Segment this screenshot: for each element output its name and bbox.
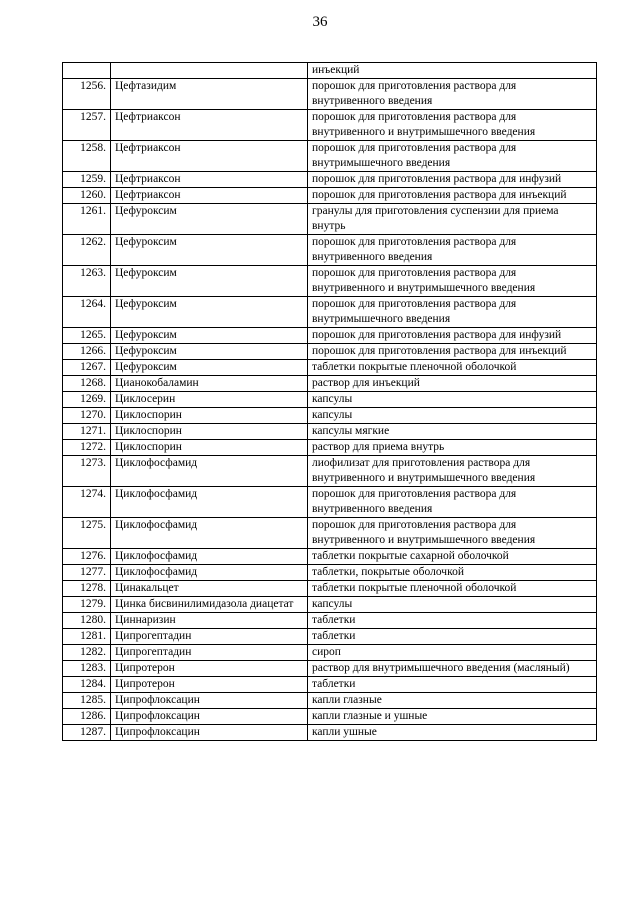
table-row	[63, 204, 597, 235]
row-number-cell: 1269.	[63, 392, 111, 408]
drug-name-cell: Ципрофлоксацин	[111, 709, 308, 725]
drug-name-cell: Циклофосфамид	[111, 456, 308, 487]
dosage-form-cell: таблетки	[308, 677, 597, 693]
table-row	[63, 725, 597, 741]
row-number-cell: 1285.	[63, 693, 111, 709]
dosage-form-cell: таблетки покрытые пленочной оболочкой	[308, 581, 597, 597]
dosage-form-cell: капсулы	[308, 392, 597, 408]
drug-name-cell: Ципрогептадин	[111, 645, 308, 661]
drug-name-cell: Циклоспорин	[111, 408, 308, 424]
drug-name-cell: Циклофосфамид	[111, 549, 308, 565]
table-row	[63, 63, 597, 79]
row-number-cell: 1276.	[63, 549, 111, 565]
drug-name-cell: Циклофосфамид	[111, 565, 308, 581]
drug-name-cell: Цефуроксим	[111, 360, 308, 376]
drug-table	[62, 62, 597, 741]
table-row	[63, 235, 597, 266]
table-row	[63, 613, 597, 629]
drug-name-cell: Цефтриаксон	[111, 110, 308, 141]
drug-name-cell: Цианокобаламин	[111, 376, 308, 392]
row-number-cell: 1263.	[63, 266, 111, 297]
row-number-cell: 1260.	[63, 188, 111, 204]
dosage-form-cell: капсулы	[308, 408, 597, 424]
drug-name-cell: Циклофосфамид	[111, 487, 308, 518]
table-row	[63, 518, 597, 549]
dosage-form-cell: порошок для приготовления раствора для внутривенного и внутримышечного введения	[308, 518, 597, 549]
dosage-form-cell: таблетки	[308, 629, 597, 645]
dosage-form-cell: раствор для инъекций	[308, 376, 597, 392]
dosage-form-cell: таблетки, покрытые оболочкой	[308, 565, 597, 581]
row-number-cell: 1270.	[63, 408, 111, 424]
drug-name-cell: Цинка бисвинилимидазола диацетат	[111, 597, 308, 613]
drug-name-cell: Ципрофлоксацин	[111, 725, 308, 741]
dosage-form-cell: таблетки	[308, 613, 597, 629]
row-number-cell: 1275.	[63, 518, 111, 549]
drug-name-cell: Циклосерин	[111, 392, 308, 408]
table-body	[63, 63, 597, 741]
row-number-cell: 1282.	[63, 645, 111, 661]
table-row	[63, 297, 597, 328]
dosage-form-cell: капли ушные	[308, 725, 597, 741]
row-number-cell: 1256.	[63, 79, 111, 110]
row-number-cell: 1281.	[63, 629, 111, 645]
row-number-cell: 1257.	[63, 110, 111, 141]
table-row	[63, 693, 597, 709]
dosage-form-cell: лиофилизат для приготовления раствора для внутривенного и внутримышечного введения	[308, 456, 597, 487]
table-row	[63, 376, 597, 392]
dosage-form-cell: порошок для приготовления раствора для инъекций	[308, 344, 597, 360]
table-row	[63, 188, 597, 204]
row-number-cell: 1279.	[63, 597, 111, 613]
table-row	[63, 581, 597, 597]
dosage-form-cell: порошок для приготовления раствора для внутривенного и внутримышечного введения	[308, 110, 597, 141]
row-number-cell: 1280.	[63, 613, 111, 629]
table-row	[63, 597, 597, 613]
row-number-cell: 1287.	[63, 725, 111, 741]
row-number-cell: 1271.	[63, 424, 111, 440]
table-row	[63, 110, 597, 141]
dosage-form-cell: порошок для приготовления раствора для инъекций	[308, 188, 597, 204]
dosage-form-cell: раствор для внутримышечного введения (масляный)	[308, 661, 597, 677]
drug-name-cell: Цефуроксим	[111, 297, 308, 328]
row-number-cell: 1267.	[63, 360, 111, 376]
table-row	[63, 565, 597, 581]
table-row	[63, 629, 597, 645]
dosage-form-cell: порошок для приготовления раствора для внутривенного введения	[308, 79, 597, 110]
drug-name-cell: Ципрогептадин	[111, 629, 308, 645]
table-row	[63, 328, 597, 344]
row-number-cell: 1264.	[63, 297, 111, 328]
table-row	[63, 392, 597, 408]
drug-name-cell: Цефуроксим	[111, 204, 308, 235]
dosage-form-cell: капли глазные и ушные	[308, 709, 597, 725]
dosage-form-cell: порошок для приготовления раствора для инфузий	[308, 172, 597, 188]
row-number-cell: 1277.	[63, 565, 111, 581]
dosage-form-cell: порошок для приготовления раствора для инфузий	[308, 328, 597, 344]
row-number-cell: 1261.	[63, 204, 111, 235]
table-row	[63, 487, 597, 518]
dosage-form-cell: сироп	[308, 645, 597, 661]
drug-name-cell: Циклоспорин	[111, 424, 308, 440]
drug-name-cell: Цефуроксим	[111, 266, 308, 297]
table-row	[63, 424, 597, 440]
dosage-form-cell: порошок для приготовления раствора для внутривенного введения	[308, 487, 597, 518]
row-number-cell: 1259.	[63, 172, 111, 188]
row-number-cell: 1265.	[63, 328, 111, 344]
dosage-form-cell: порошок для приготовления раствора для внутримышечного введения	[308, 141, 597, 172]
drug-name-cell	[111, 63, 308, 79]
row-number-cell	[63, 63, 111, 79]
table-row	[63, 172, 597, 188]
table-row	[63, 661, 597, 677]
table-row	[63, 549, 597, 565]
dosage-form-cell: таблетки покрытые пленочной оболочкой	[308, 360, 597, 376]
row-number-cell: 1273.	[63, 456, 111, 487]
row-number-cell: 1268.	[63, 376, 111, 392]
dosage-form-cell: порошок для приготовления раствора для внутримышечного введения	[308, 297, 597, 328]
drug-name-cell: Цефтриаксон	[111, 188, 308, 204]
row-number-cell: 1262.	[63, 235, 111, 266]
dosage-form-cell: капсулы мягкие	[308, 424, 597, 440]
drug-name-cell: Цефтриаксон	[111, 141, 308, 172]
table-row	[63, 360, 597, 376]
drug-name-cell: Цефуроксим	[111, 328, 308, 344]
table-row	[63, 456, 597, 487]
drug-name-cell: Ципротерон	[111, 677, 308, 693]
dosage-form-cell: порошок для приготовления раствора для внутривенного и внутримышечного введения	[308, 266, 597, 297]
dosage-form-cell: гранулы для приготовления суспензии для приема внутрь	[308, 204, 597, 235]
drug-name-cell: Цинакальцет	[111, 581, 308, 597]
table-row	[63, 677, 597, 693]
table-row	[63, 141, 597, 172]
drug-name-cell: Циклофосфамид	[111, 518, 308, 549]
row-number-cell: 1283.	[63, 661, 111, 677]
row-number-cell: 1258.	[63, 141, 111, 172]
row-number-cell: 1284.	[63, 677, 111, 693]
dosage-form-cell: порошок для приготовления раствора для внутривенного введения	[308, 235, 597, 266]
table-row	[63, 709, 597, 725]
table-row	[63, 408, 597, 424]
drug-name-cell: Цефуроксим	[111, 344, 308, 360]
row-number-cell: 1286.	[63, 709, 111, 725]
dosage-form-cell: капли глазные	[308, 693, 597, 709]
drug-name-cell: Циннаризин	[111, 613, 308, 629]
drug-name-cell: Ципрофлоксацин	[111, 693, 308, 709]
drug-name-cell: Ципротерон	[111, 661, 308, 677]
row-number-cell: 1274.	[63, 487, 111, 518]
row-number-cell: 1266.	[63, 344, 111, 360]
row-number-cell: 1272.	[63, 440, 111, 456]
table-row	[63, 645, 597, 661]
page-number: 36	[312, 14, 328, 30]
dosage-form-cell: таблетки покрытые сахарной оболочкой	[308, 549, 597, 565]
row-number-cell: 1278.	[63, 581, 111, 597]
dosage-form-cell: инъекций	[308, 63, 597, 79]
drug-name-cell: Цефтриаксон	[111, 172, 308, 188]
table-row	[63, 266, 597, 297]
drug-name-cell: Цефтазидим	[111, 79, 308, 110]
drug-name-cell: Циклоспорин	[111, 440, 308, 456]
drug-name-cell: Цефуроксим	[111, 235, 308, 266]
table-row	[63, 344, 597, 360]
dosage-form-cell: раствор для приема внутрь	[308, 440, 597, 456]
dosage-form-cell: капсулы	[308, 597, 597, 613]
table-row	[63, 440, 597, 456]
table-row	[63, 79, 597, 110]
